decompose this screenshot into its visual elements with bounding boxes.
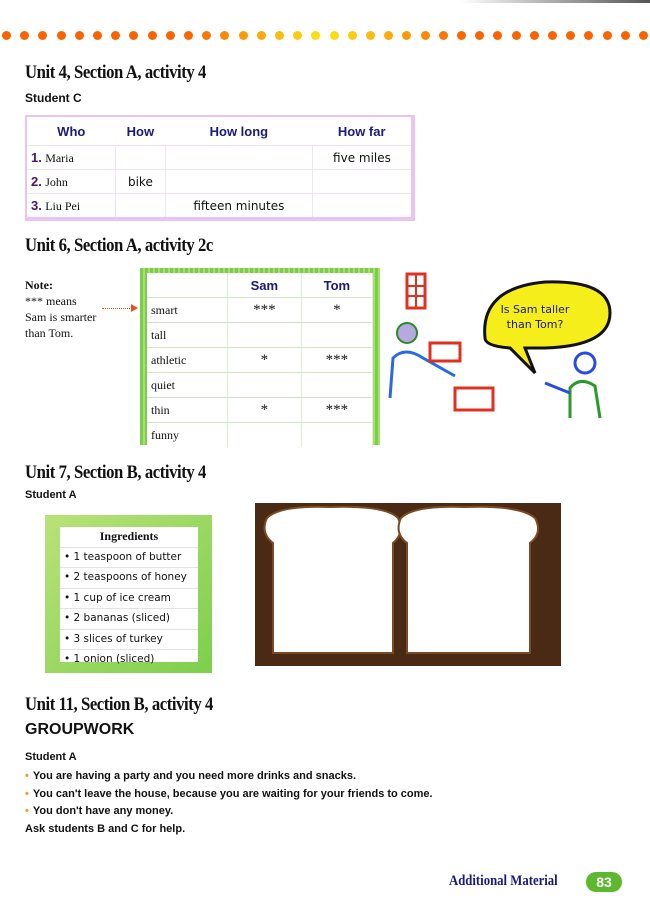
sam-cell bbox=[228, 373, 302, 398]
sam-cell bbox=[228, 423, 302, 448]
how-far-cell: five miles bbox=[312, 146, 413, 170]
decorative-dot bbox=[639, 31, 648, 40]
decorative-dot bbox=[330, 31, 339, 40]
table-row bbox=[26, 170, 413, 194]
ingredients-title: Ingredients bbox=[99, 529, 159, 543]
column-header bbox=[147, 273, 228, 298]
decorative-dot bbox=[57, 31, 66, 40]
trait-cell: quiet bbox=[147, 373, 228, 398]
decorative-dot bbox=[166, 31, 175, 40]
decorative-dot bbox=[93, 31, 102, 40]
tom-cell bbox=[301, 373, 372, 398]
decorative-dot bbox=[75, 31, 84, 40]
bullet-text: You are having a party and you need more drinks and snacks. bbox=[32, 770, 357, 782]
how-cell: bike bbox=[116, 170, 166, 194]
decorative-dot bbox=[603, 31, 612, 40]
bread-illustration bbox=[255, 503, 561, 666]
column-header: How bbox=[126, 123, 155, 139]
column-header: Tom bbox=[301, 273, 372, 298]
how-far-cell bbox=[312, 194, 413, 220]
sam-figure bbox=[397, 323, 417, 343]
section-heading: Unit 4, Section A, activity 4 bbox=[25, 62, 206, 83]
decorative-dot bbox=[275, 31, 284, 40]
desk bbox=[430, 343, 460, 361]
conversation-illustration bbox=[385, 268, 615, 433]
decorative-dot bbox=[421, 31, 430, 40]
decorative-dot bbox=[202, 31, 211, 40]
note-text: Sam is smarter bbox=[25, 310, 97, 324]
note-text: than Tom. bbox=[25, 326, 74, 340]
student-label: Student C bbox=[25, 91, 82, 105]
table-row bbox=[147, 398, 373, 423]
note-arrow-line bbox=[102, 308, 132, 309]
column-header: How long bbox=[209, 123, 269, 139]
decorative-dot bbox=[584, 31, 593, 40]
decorative-dot bbox=[548, 31, 557, 40]
table-row bbox=[147, 373, 373, 398]
decorative-dot bbox=[439, 31, 448, 40]
decorative-dot bbox=[111, 31, 120, 40]
ingredient-text: 2 teaspoons of honey bbox=[73, 571, 187, 583]
row-number: 3. bbox=[31, 197, 42, 213]
bullet-text: You don't have any money. bbox=[32, 805, 174, 817]
section-heading: Unit 6, Section A, activity 2c bbox=[25, 235, 213, 256]
sam-cell: * bbox=[228, 348, 302, 373]
travel-table bbox=[25, 115, 415, 221]
ingredient-item: • 3 slices of turkey bbox=[60, 629, 198, 650]
ingredient-text: 1 teaspoon of butter bbox=[73, 550, 182, 563]
speech-line: than Tom? bbox=[506, 318, 564, 331]
how-far-cell bbox=[312, 170, 413, 194]
tom-cell bbox=[301, 423, 372, 448]
how-long-cell bbox=[165, 146, 312, 170]
tom-cell: *** bbox=[301, 348, 372, 373]
table-row bbox=[147, 423, 373, 448]
decorative-dot bbox=[129, 31, 138, 40]
how-cell bbox=[116, 146, 166, 170]
ingredients-list bbox=[60, 527, 198, 665]
ingredient-text: 2 bananas (sliced) bbox=[73, 612, 171, 624]
who-cell: Liu Pei bbox=[45, 198, 81, 213]
decorative-dot bbox=[366, 31, 375, 40]
arrow-icon bbox=[131, 304, 138, 312]
table-row bbox=[147, 323, 373, 348]
bread-slice-left bbox=[265, 507, 401, 653]
bullet-item: • You are having a party and you need more drinks and snacks. bbox=[25, 770, 357, 782]
sam-cell: * bbox=[228, 398, 302, 423]
speech-line: Is Sam taller bbox=[500, 303, 570, 316]
section-heading: Unit 7, Section B, activity 4 bbox=[25, 462, 206, 483]
column-header: Who bbox=[57, 123, 86, 139]
tom-cell: * bbox=[301, 298, 372, 323]
who-cell: Maria bbox=[45, 150, 74, 165]
table-row bbox=[26, 194, 413, 220]
decorative-dot bbox=[512, 31, 521, 40]
table-header bbox=[147, 273, 373, 298]
decorative-dot bbox=[148, 31, 157, 40]
decorative-dot bbox=[293, 31, 302, 40]
groupwork-title: GROUPWORK bbox=[25, 721, 135, 738]
decorative-dot bbox=[257, 31, 266, 40]
instructions bbox=[25, 768, 585, 838]
column-header: How far bbox=[337, 123, 386, 139]
decorative-dot bbox=[38, 31, 47, 40]
bread-slice-right bbox=[399, 507, 538, 653]
comparison-table bbox=[147, 273, 373, 447]
bullet-text: You can't leave the house, because you are waiting for your friends to come. bbox=[32, 787, 433, 800]
ingredient-item: • 2 bananas (sliced) bbox=[60, 608, 198, 629]
note-text: *** means bbox=[25, 294, 77, 308]
table-row bbox=[26, 146, 413, 170]
decorative-dot bbox=[457, 31, 466, 40]
decorative-dot bbox=[530, 31, 539, 40]
tom-cell bbox=[301, 323, 372, 348]
ingredient-item: • 1 onion (sliced) bbox=[60, 649, 198, 670]
tom-figure bbox=[575, 353, 595, 373]
how-cell bbox=[116, 194, 166, 220]
comparison-table-frame bbox=[140, 268, 380, 445]
decorative-dot bbox=[220, 31, 229, 40]
column-header: Sam bbox=[228, 273, 302, 298]
ingredient-item: • 1 cup of ice cream bbox=[60, 588, 198, 609]
bullet-item: • You don't have any money. bbox=[25, 805, 174, 817]
decorative-dot bbox=[311, 31, 320, 40]
closing-text: Ask students B and C for help. bbox=[25, 822, 186, 835]
decorative-dot bbox=[566, 31, 575, 40]
table-row bbox=[147, 298, 373, 323]
desk bbox=[455, 388, 493, 410]
decorative-dot bbox=[621, 31, 630, 40]
section-heading: Unit 11, Section B, activity 4 bbox=[25, 694, 213, 715]
tom-cell: *** bbox=[301, 398, 372, 423]
student-label: Student A bbox=[25, 489, 77, 501]
row-number: 1. bbox=[31, 149, 42, 165]
who-cell: John bbox=[45, 174, 68, 189]
decorative-dot bbox=[20, 31, 29, 40]
page-number: 83 bbox=[586, 872, 622, 892]
decorative-dot bbox=[2, 31, 11, 40]
trait-cell: smart bbox=[147, 298, 228, 323]
trait-cell: tall bbox=[147, 323, 228, 348]
ingredient-text: 3 slices of turkey bbox=[73, 632, 163, 645]
note-label: Note: bbox=[25, 278, 53, 292]
how-long-cell bbox=[165, 170, 312, 194]
decorative-dot bbox=[348, 31, 357, 40]
trait-cell: athletic bbox=[147, 348, 228, 373]
ingredient-item: • 1 teaspoon of butter bbox=[60, 547, 198, 568]
table-row bbox=[147, 348, 373, 373]
decorative-dot bbox=[184, 31, 193, 40]
decorative-dot bbox=[239, 31, 248, 40]
how-long-cell: fifteen minutes bbox=[165, 194, 312, 220]
sam-cell bbox=[228, 323, 302, 348]
footer-label: Additional Material bbox=[449, 873, 558, 889]
student-label: Student A bbox=[25, 751, 77, 763]
speech-text bbox=[490, 302, 580, 332]
ingredient-text: 1 onion (sliced) bbox=[73, 653, 155, 665]
note bbox=[25, 277, 135, 341]
trait-cell: funny bbox=[147, 423, 228, 448]
decorative-dot bbox=[475, 31, 484, 40]
row-number: 2. bbox=[31, 173, 42, 189]
ingredients-card bbox=[45, 515, 212, 673]
bullet-item: • You can't leave the house, because you are waiting for your friends to come. bbox=[25, 787, 433, 800]
ingredient-text: 1 cup of ice cream bbox=[73, 591, 171, 604]
trait-cell: thin bbox=[147, 398, 228, 423]
sam-cell: *** bbox=[228, 298, 302, 323]
decorative-dot bbox=[384, 31, 393, 40]
decorative-dot bbox=[493, 31, 502, 40]
table-header bbox=[26, 116, 413, 146]
top-shadow-line bbox=[460, 0, 650, 3]
ingredient-item: • 2 teaspoons of honey bbox=[60, 567, 198, 588]
decorative-dot bbox=[402, 31, 411, 40]
